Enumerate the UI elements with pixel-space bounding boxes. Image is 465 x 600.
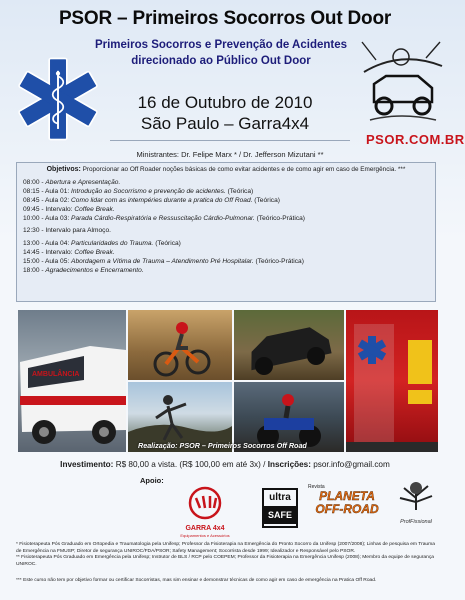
schedule-type: (Teórica) bbox=[153, 240, 181, 248]
schedule-title: Particularidades do Trauma. bbox=[71, 240, 154, 248]
photo-credit: Realização: PSOR – Primeiros Socorros Off Road bbox=[138, 441, 307, 450]
schedule-title: Abertura e Apresentação. bbox=[45, 178, 121, 186]
garra-logo bbox=[176, 486, 234, 538]
inscricoes-label: Inscrições: bbox=[267, 460, 311, 469]
schedule-type: (Teórica) bbox=[252, 196, 280, 204]
schedule-row bbox=[23, 249, 429, 258]
schedule-list bbox=[23, 179, 429, 276]
garra-name: GARRA 4x4 bbox=[185, 525, 225, 532]
objetivos-text: Proporcionar ao Off Roader noções básicas de como evitar acidentes e de como agir em caso de Emergência. *** bbox=[82, 166, 406, 173]
schedule-time: 08:45 - Aula 02: bbox=[23, 196, 70, 204]
schedule-time: 10:00 - Aula 03: bbox=[23, 214, 70, 222]
schedule-time: 08:00 - bbox=[23, 178, 44, 186]
schedule-title: Introdução ao Socorrismo e prevenção de acidentes. bbox=[71, 187, 226, 195]
jeep-photo bbox=[234, 310, 344, 380]
schedule-row bbox=[23, 227, 429, 236]
schedule-box bbox=[16, 162, 436, 302]
footer-note-2: ** Fisioterapeuta Pós Graduado em Emergência pela Unifesp; Instrutor de BLS / RCP pelo COEPEM; Professor da Fisioterapia na Emergência Unifesp (2008); Membro da equipe de segurança UNIROC. bbox=[16, 555, 435, 567]
objetivos-label: Objetivos: bbox=[46, 166, 81, 173]
sponsor-logos bbox=[176, 480, 438, 536]
schedule-row bbox=[23, 197, 429, 206]
ambulance-photo bbox=[18, 310, 126, 452]
proffissional-name: ProfFissional bbox=[400, 519, 432, 525]
apoio-label: Apoio: bbox=[140, 476, 164, 485]
planeta-offroad-logo bbox=[308, 484, 386, 532]
proffissional-logo bbox=[394, 480, 438, 532]
schedule-title: Agradecimentos e Encerramento. bbox=[45, 267, 144, 275]
motocross-photo bbox=[128, 310, 232, 380]
schedule-type: (Teórico-Prática) bbox=[254, 214, 305, 222]
divider bbox=[110, 140, 350, 141]
footer-note-1: * Fisioterapeuta Pós Graduado em Ortopedia e Traumatologia pela Unifesp; Professor da Fisioterapia na Emergência do Pronto Socorro da Unifesp (2007/2008); Linhas de pesquisa em Trauma de Emergência na FMUSP; Diretor de segurança UNIROC/FDA/PSOR; Safety Management; Socorrista desde 1999; Idealizador e Responsável pelo PSOR. bbox=[16, 542, 435, 554]
objetivos bbox=[23, 166, 429, 175]
garra-sub: Equipamentos e Acessórios bbox=[180, 533, 230, 538]
inscricoes-email[interactable]: psor.info@gmail.com bbox=[313, 460, 390, 469]
ultrasafe-logo bbox=[262, 488, 298, 528]
event-date: 16 de Outubro de 2010 bbox=[137, 93, 313, 112]
schedule-title: Abordagem a Vítima de Trauma – Atendimento Pré Hospitalar. bbox=[71, 258, 254, 266]
schedule-title: Parada Cárdio-Respiratória e Ressuscitação Cárdio-Pulmonar. bbox=[71, 214, 255, 222]
ultrasafe-bottom: SAFE bbox=[264, 506, 296, 524]
schedule-time: 08:15 - Aula 01: bbox=[23, 187, 70, 195]
schedule-title: Coffee Break. bbox=[74, 249, 115, 257]
psor-logo-text: PSOR.COM.BR bbox=[366, 132, 465, 147]
psor-logo bbox=[356, 32, 465, 152]
planeta-line-1: PLANETA bbox=[319, 489, 375, 503]
investment-value: R$ 80,00 a vista. (R$ 100,00 em até 3x) bbox=[115, 460, 261, 469]
schedule-row bbox=[23, 188, 429, 197]
subtitle-line-1: Primeiros Socorros e Prevenção de Acidentes bbox=[94, 39, 348, 51]
ministrantes: Ministrantes: Dr. Felipe Marx * / Dr. Jefferson Mizutani ** bbox=[136, 150, 324, 159]
schedule-time: 14:45 - Intervalo: bbox=[23, 249, 73, 257]
footer-note-3: *** Este curso não tem por objetivo formar ou certificar Socorristas, mas sim ensinar e demonstrar técnicas de como agir em caso de emergência na Pratica Off Road. bbox=[16, 578, 377, 584]
planeta-label: Revista bbox=[308, 484, 325, 490]
schedule-time: 18:00 - bbox=[23, 267, 44, 275]
star-of-life-icon bbox=[14, 55, 102, 143]
schedule-time: 09:45 - Intervalo: bbox=[23, 205, 73, 213]
schedule-row bbox=[23, 179, 429, 188]
event-date-block bbox=[110, 92, 340, 134]
event-location: São Paulo – Garra4x4 bbox=[140, 114, 310, 133]
ultrasafe-top: ultra bbox=[269, 492, 291, 503]
schedule-time: 15:00 - Aula 05: bbox=[23, 258, 70, 266]
page-title: PSOR – Primeiros Socorros Out Door bbox=[58, 8, 392, 29]
svg-text:AMBULÂNCIA: AMBULÂNCIA bbox=[32, 371, 80, 378]
investment-separator: / bbox=[263, 460, 268, 469]
page-subtitle bbox=[86, 37, 356, 69]
schedule-type: (Teórica) bbox=[225, 187, 254, 195]
schedule-time: 12:30 - Intervalo para Almoço. bbox=[23, 227, 111, 235]
schedule-title: Como lidar com as intempéries durante a pratica do Off Road. bbox=[71, 196, 253, 204]
photo-collage bbox=[18, 308, 438, 454]
subtitle-line-2: direcionado ao Público Out Door bbox=[131, 55, 311, 67]
investment-label: Investimento: bbox=[60, 460, 114, 469]
schedule-row bbox=[23, 215, 429, 224]
schedule-row bbox=[23, 206, 429, 215]
schedule-time: 13:00 - Aula 04: bbox=[23, 240, 70, 248]
schedule-title: Coffee Break. bbox=[74, 205, 115, 213]
planeta-line-2: OFF-ROAD bbox=[315, 502, 379, 516]
schedule-row bbox=[23, 258, 429, 267]
schedule-type: (Teórico-Prática) bbox=[253, 258, 304, 266]
schedule-row bbox=[23, 267, 429, 276]
investment-line bbox=[20, 460, 430, 469]
rescue-vehicle-photo bbox=[346, 310, 438, 452]
schedule-row bbox=[23, 240, 429, 249]
footer-notes bbox=[16, 542, 436, 585]
